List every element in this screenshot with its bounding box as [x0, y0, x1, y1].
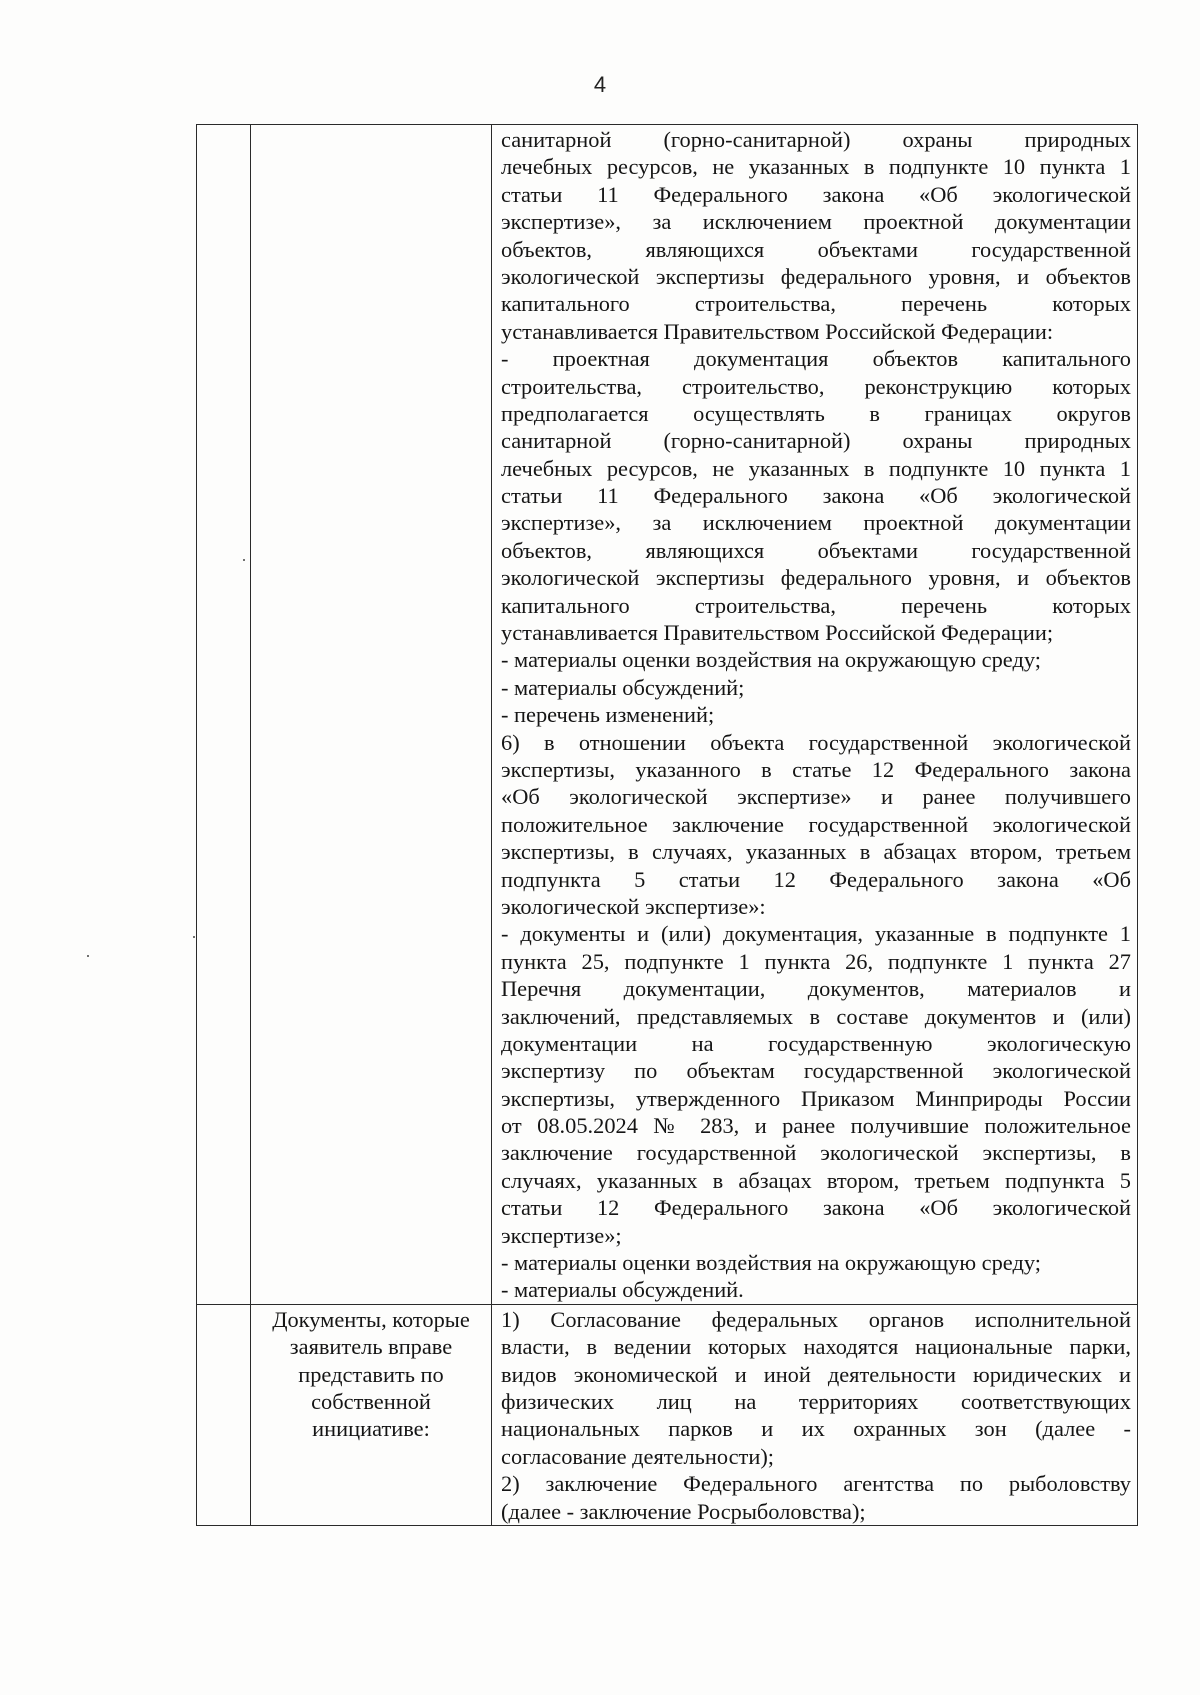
- text-line: экспертизы, указанного в статье 12 Федерального закона: [501, 756, 1131, 782]
- text-line: экологической экспертизы федерального уровня, и объектов: [501, 263, 1131, 289]
- text-line: от 08.05.2024 № 283, и ранее получившие положительное: [501, 1113, 1131, 1139]
- text-line: физических лиц на территориях соответствующих: [501, 1388, 1131, 1414]
- text-line: объектов, являющихся объектами государственной: [501, 537, 1131, 563]
- text-line: устанавливается Правительством Российской Федерации:: [501, 318, 1054, 344]
- text-line: 1) Согласование федеральных органов исполнительной: [501, 1306, 1131, 1332]
- text-line: экспертизу по объектам государственной экологической: [501, 1058, 1131, 1084]
- text-line: объектов, являющихся объектами государственной: [501, 236, 1131, 262]
- scan-speck: [243, 559, 245, 561]
- content-cell: [492, 1304, 1138, 1525]
- label-line: инициативе:: [312, 1416, 430, 1442]
- text-line: Перечня документации, документов, материалов и: [501, 976, 1131, 1002]
- label-line: собственной: [311, 1388, 431, 1414]
- text-line: экспертизы, в случаях, указанных в абзацах втором, третьем: [501, 839, 1131, 865]
- text-line: власти, в ведении которых находятся национальные парки,: [501, 1334, 1131, 1360]
- number-cell: [197, 1304, 251, 1525]
- text-line: статьи 12 Федерального закона «Об экологической: [501, 1195, 1131, 1221]
- text-line: - проектная документация объектов капитального: [501, 346, 1131, 372]
- text-line: - материалы обсуждений.: [501, 1277, 744, 1303]
- content-cell: [492, 125, 1138, 1305]
- text-line: заключение государственной экологической экспертизы, в: [501, 1140, 1131, 1166]
- text-line: 6) в отношении объекта государственной экологической: [501, 729, 1131, 755]
- text-line: экспертизе», за исключением проектной документации: [501, 510, 1131, 536]
- text-line: устанавливается Правительством Российской Федерации;: [501, 620, 1054, 646]
- text-line: подпункта 5 статьи 12 Федерального закона «Об: [501, 866, 1131, 892]
- text-line: национальных парков и их охранных зон (далее -: [501, 1416, 1131, 1442]
- text-line: лечебных ресурсов, не указанных в подпункте 10 пункта 1: [501, 154, 1131, 180]
- text-line: экспертизе»;: [501, 1222, 622, 1248]
- text-line: 2) заключение Федерального агентства по рыболовству: [501, 1471, 1131, 1497]
- text-line: документации на государственную экологическую: [501, 1030, 1131, 1056]
- text-line: лечебных ресурсов, не указанных в подпункте 10 пункта 1: [501, 455, 1131, 481]
- text-line: (далее - заключение Росрыболовства);: [501, 1498, 866, 1524]
- row-label: [251, 1305, 491, 1443]
- label-line: заявитель вправе: [289, 1334, 453, 1360]
- scan-speck: [87, 955, 89, 957]
- text-line: - материалы обсуждений;: [501, 674, 745, 700]
- number-cell: [197, 125, 251, 1305]
- requirements-table: [196, 124, 1138, 1526]
- text-line: пункта 25, подпункте 1 пункта 26, подпункте 1 пункта 27: [501, 948, 1131, 974]
- text-line: санитарной (горно-санитарной) охраны природных: [501, 127, 1131, 152]
- text-line: - перечень изменений;: [501, 702, 715, 728]
- text-line: строительства, строительство, реконструкцию которых: [501, 373, 1131, 399]
- text-line: капитального строительства, перечень которых: [501, 291, 1131, 317]
- text-line: санитарной (горно-санитарной) охраны природных: [501, 428, 1131, 454]
- table-row: [197, 1304, 1138, 1525]
- text-line: - материалы оценки воздействия на окружающую среду;: [501, 1250, 1041, 1276]
- text-line: - материалы оценки воздействия на окружающую среду;: [501, 647, 1041, 673]
- content-text: [492, 1305, 1137, 1525]
- text-line: положительное заключение государственной экологической: [501, 811, 1131, 837]
- text-line: заключений, представляемых в составе документов и (или): [501, 1003, 1131, 1029]
- table-row: [197, 125, 1138, 1305]
- text-line: видов экономической и иной деятельности юридических и: [501, 1361, 1131, 1387]
- text-line: экологической экспертизе»:: [501, 893, 766, 919]
- text-line: экспертизе», за исключением проектной документации: [501, 209, 1131, 235]
- text-line: статьи 11 Федерального закона «Об экологической: [501, 483, 1131, 509]
- page-number: 4: [593, 72, 607, 97]
- text-line: статьи 11 Федерального закона «Об экологической: [501, 181, 1131, 207]
- text-line: согласование деятельности);: [501, 1443, 774, 1469]
- label-line: представить по: [298, 1361, 444, 1387]
- content-text: [492, 125, 1137, 1304]
- scan-speck: [193, 936, 195, 938]
- text-line: случаях, указанных в абзацах втором, третьем подпункта 5: [501, 1167, 1131, 1193]
- text-line: экспертизы, утвержденного Приказом Минприроды России: [501, 1085, 1131, 1111]
- text-line: капитального строительства, перечень которых: [501, 592, 1131, 618]
- label-cell: [251, 125, 492, 1305]
- label-line: Документы, которые: [272, 1306, 470, 1332]
- text-line: экологической экспертизы федерального уровня, и объектов: [501, 565, 1131, 591]
- text-line: - документы и (или) документация, указанные в подпункте 1: [501, 921, 1131, 947]
- text-line: предполагается осуществлять в границах округов: [501, 400, 1131, 426]
- text-line: «Об экологической экспертизе» и ранее получившего: [501, 784, 1131, 810]
- label-cell: [251, 1304, 492, 1525]
